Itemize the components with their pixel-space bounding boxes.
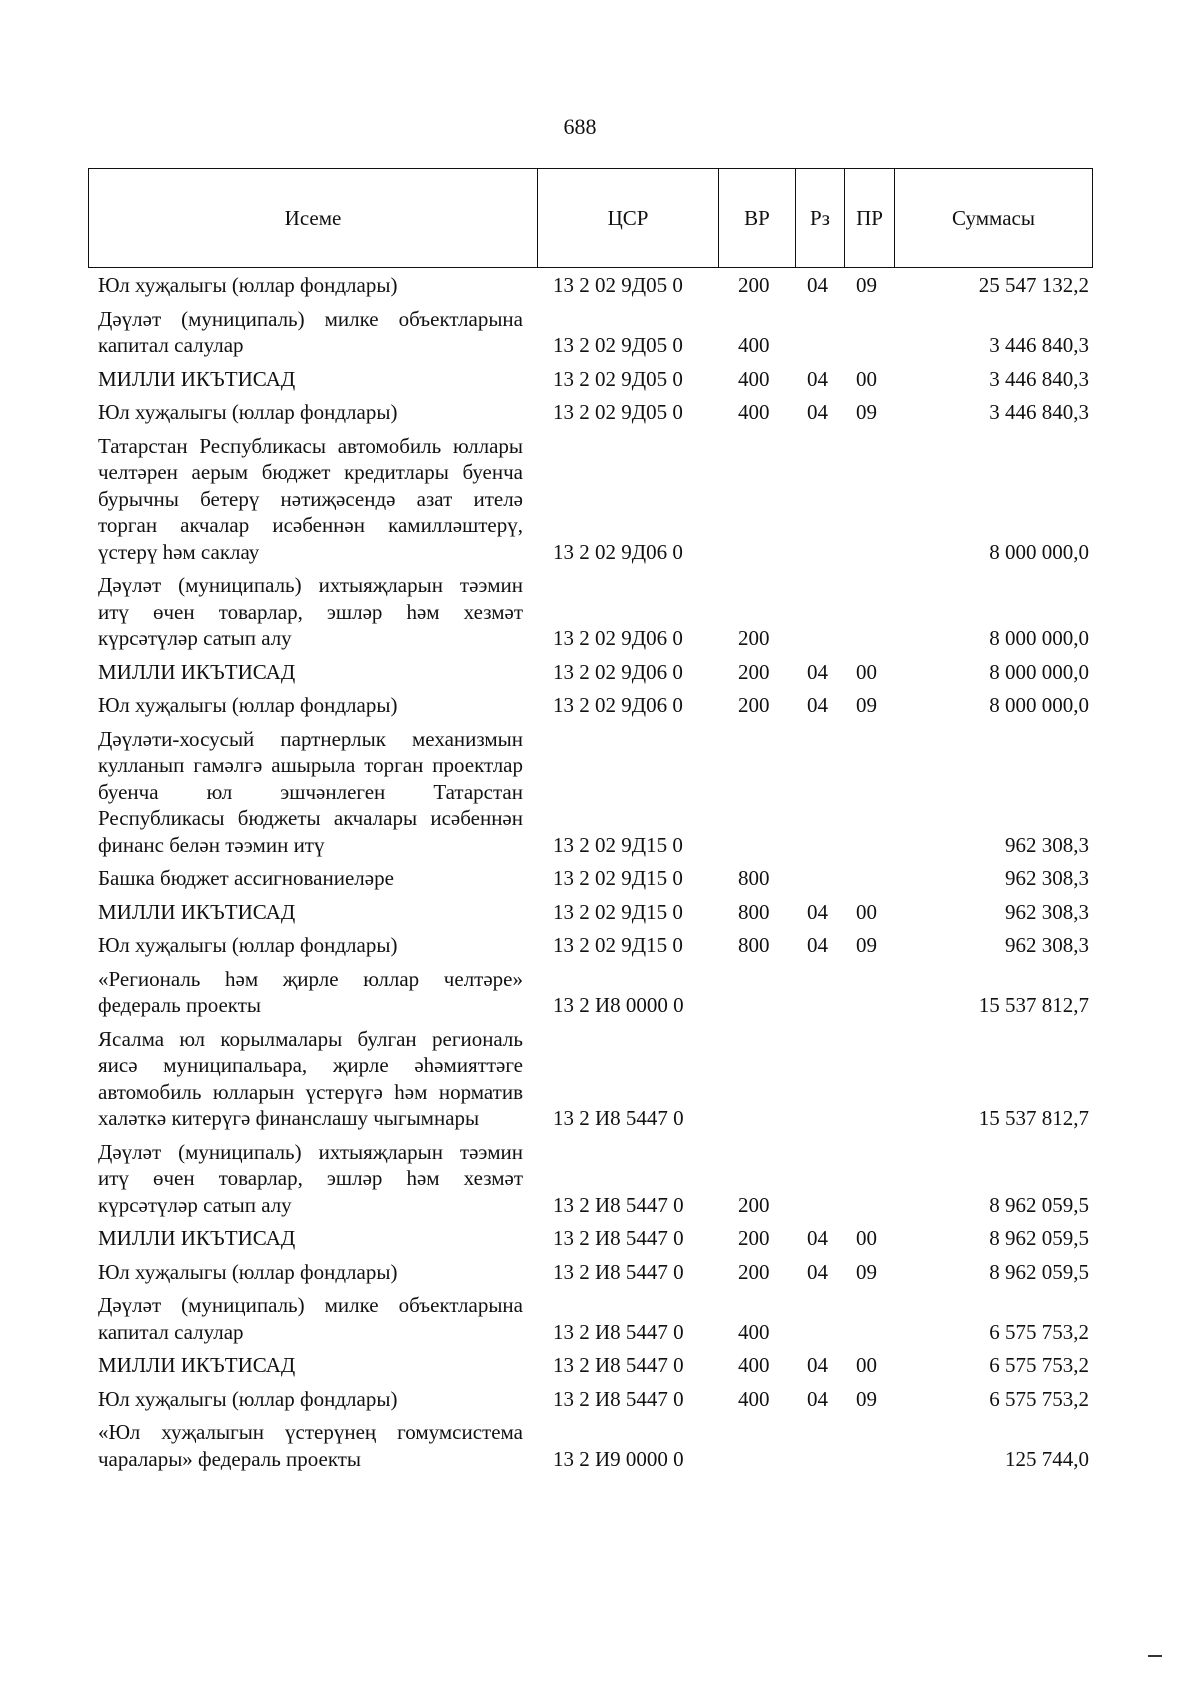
row-pr: 09: [856, 1259, 877, 1284]
row-name: Ясалма юл корылмалары булган региональ яисә муниципальара, җирле әһәмияттәге автомобиль юлларын үстерүгә һәм норматив халәткә китерүгә финанслашу чыгымнары: [98, 1026, 523, 1130]
table-header: [88, 168, 1093, 268]
row-rz: 04: [807, 1259, 828, 1284]
row-name: Юл хуҗалыгы (юллар фондлары): [98, 933, 398, 957]
row-sum: 6 575 753,2: [989, 1353, 1089, 1377]
row-sum: 8 962 059,5: [989, 1226, 1089, 1250]
table-body: [88, 272, 1093, 1479]
table-row: [88, 433, 1093, 566]
row-sum: 8 000 000,0: [989, 539, 1089, 564]
table-row: [88, 1419, 1093, 1472]
row-sum: 962 308,3: [1005, 832, 1089, 857]
row-sum: 6 575 753,2: [989, 1319, 1089, 1344]
row-pr: 00: [856, 1226, 877, 1250]
row-csr: 13 2 И8 5447 0: [553, 1259, 684, 1284]
row-vr: 200: [738, 273, 770, 297]
row-vr: 200: [738, 1226, 770, 1250]
row-vr: 400: [738, 1353, 770, 1377]
row-name: «Региональ һәм җирле юллар челтәре» федераль проекты: [98, 966, 523, 1017]
row-sum: 8 000 000,0: [989, 659, 1089, 684]
row-sum: 15 537 812,7: [978, 993, 1089, 1017]
row-csr: 13 2 02 9Д06 0: [553, 693, 683, 717]
row-name: МИЛЛИ ИКЪТИСАД: [98, 366, 296, 391]
row-rz: 04: [807, 1353, 828, 1377]
table-row: [88, 1259, 1093, 1286]
row-csr: 13 2 02 9Д15 0: [553, 866, 683, 890]
table-row: [88, 1026, 1093, 1132]
row-rz: 04: [807, 1386, 828, 1411]
row-sum: 15 537 812,7: [978, 1106, 1089, 1130]
row-csr: 13 2 И8 0000 0: [553, 993, 684, 1017]
row-rz: 04: [807, 659, 828, 684]
row-csr: 13 2 02 9Д06 0: [553, 539, 683, 564]
row-name: «Юл хуҗалыгын үстерүнең гомумсистема чаралары» федераль проекты: [98, 1420, 523, 1471]
row-csr: 13 2 И8 5447 0: [553, 1386, 684, 1411]
row-pr: 09: [856, 400, 877, 424]
row-rz: 04: [807, 366, 828, 391]
row-vr: 400: [738, 400, 770, 424]
row-rz: 04: [807, 1226, 828, 1250]
row-sum: 962 308,3: [1005, 899, 1089, 924]
row-pr: 00: [856, 659, 877, 684]
row-sum: 8 962 059,5: [989, 1192, 1089, 1217]
table-row: [88, 932, 1093, 959]
row-csr: 13 2 И8 5447 0: [553, 1192, 684, 1217]
row-csr: 13 2 02 9Д15 0: [553, 933, 683, 957]
table-row: [88, 899, 1093, 926]
row-name: Башка бюджет ассигнованиеләре: [98, 866, 394, 890]
table-row: [88, 1352, 1093, 1379]
table-row: [88, 659, 1093, 686]
row-csr: 13 2 02 9Д06 0: [553, 626, 683, 650]
row-name: Дәүләт (муниципаль) ихтыяҗларын тәэмин итү өчен товарлар, эшләр һәм хезмәт күрсәтүләр сатып алу: [98, 1139, 523, 1217]
row-name: Дәүләт (муниципаль) милке объектларына капитал салулар: [98, 306, 523, 357]
row-sum: 125 744,0: [1005, 1446, 1089, 1471]
header-rz: Рз: [796, 169, 845, 267]
table-row: [88, 1386, 1093, 1413]
row-name: Юл хуҗалыгы (юллар фондлары): [98, 273, 398, 297]
row-sum: 25 547 132,2: [978, 273, 1089, 297]
row-pr: 09: [856, 273, 877, 297]
row-rz: 04: [807, 899, 828, 924]
table-row: [88, 726, 1093, 859]
row-rz: 04: [807, 273, 828, 297]
row-csr: 13 2 И8 5447 0: [553, 1106, 684, 1130]
row-csr: 13 2 02 9Д05 0: [553, 400, 683, 424]
table-row: [88, 399, 1093, 426]
row-rz: 04: [807, 933, 828, 957]
row-name: Дәүләт (муниципаль) милке объектларына капитал салулар: [98, 1293, 523, 1344]
row-name: Юл хуҗалыгы (юллар фондлары): [98, 693, 398, 717]
header-vr: ВР: [719, 169, 796, 267]
row-csr: 13 2 02 9Д05 0: [553, 273, 683, 297]
row-sum: 3 446 840,3: [989, 366, 1089, 391]
row-csr: 13 2 02 9Д15 0: [553, 899, 683, 924]
row-sum: 8 962 059,5: [989, 1259, 1089, 1284]
row-rz: 04: [807, 400, 828, 424]
table-row: [88, 366, 1093, 393]
table-row: [88, 272, 1093, 299]
row-name: Юл хуҗалыгы (юллар фондлары): [98, 400, 398, 424]
row-vr: 200: [738, 626, 770, 650]
row-name: Татарстан Республикасы автомобиль юллары челтәрен аерым бюджет кредитлары буенча бурычны бетерү нәтиҗәсендә азат ителә торган акчалар исәбеннән камилләштерү, үстерү һәм саклау: [98, 433, 523, 564]
row-sum: 8 000 000,0: [989, 626, 1089, 650]
row-csr: 13 2 И8 5447 0: [553, 1226, 684, 1250]
row-vr: 800: [738, 899, 770, 924]
row-sum: 6 575 753,2: [989, 1386, 1089, 1411]
row-vr: 200: [738, 1259, 770, 1284]
row-name: Юл хуҗалыгы (юллар фондлары): [98, 1386, 398, 1411]
table-row: [88, 1292, 1093, 1345]
row-vr: 200: [738, 693, 770, 717]
row-name: МИЛЛИ ИКЪТИСАД: [98, 659, 296, 684]
row-sum: 8 000 000,0: [989, 693, 1089, 717]
row-vr: 400: [738, 333, 770, 357]
scan-mark: [1148, 1655, 1162, 1657]
row-name: Юл хуҗалыгы (юллар фондлары): [98, 1259, 398, 1284]
row-name: Дәүләти-хосусый партнерлык механизмын кулланып гамәлгә ашырыла торган проектлар буенча юл эшчәнлеген Татарстан Республикасы бюджеты акчалары исәбеннән финанс белән тәэмин итү: [98, 726, 523, 857]
table-row: [88, 306, 1093, 359]
header-csr: ЦСР: [538, 169, 719, 267]
row-vr: 200: [738, 659, 770, 684]
row-pr: 00: [856, 899, 877, 924]
row-vr: 800: [738, 933, 770, 957]
row-csr: 13 2 02 9Д05 0: [553, 366, 683, 391]
row-rz: 04: [807, 693, 828, 717]
table-row: [88, 966, 1093, 1019]
row-vr: 400: [738, 1386, 770, 1411]
row-csr: 13 2 02 9Д15 0: [553, 832, 683, 857]
row-name: МИЛЛИ ИКЪТИСАД: [98, 1226, 296, 1250]
row-csr: 13 2 02 9Д05 0: [553, 333, 683, 357]
table-row: [88, 1225, 1093, 1252]
page-number: 688: [563, 114, 597, 139]
row-name: МИЛЛИ ИКЪТИСАД: [98, 1353, 296, 1377]
row-csr: 13 2 И8 5447 0: [553, 1353, 684, 1377]
row-vr: 200: [738, 1192, 770, 1217]
row-sum: 962 308,3: [1005, 933, 1089, 957]
row-sum: 962 308,3: [1005, 866, 1089, 890]
row-pr: 09: [856, 933, 877, 957]
row-name: Дәүләт (муниципаль) ихтыяҗларын тәэмин итү өчен товарлар, эшләр һәм хезмәт күрсәтүләр сатып алу: [98, 573, 523, 650]
table-row: [88, 865, 1093, 892]
row-sum: 3 446 840,3: [989, 333, 1089, 357]
header-sum: Суммасы: [952, 205, 1035, 230]
row-name: МИЛЛИ ИКЪТИСАД: [98, 899, 296, 924]
header-name: Исеме: [89, 169, 538, 267]
table-row: [88, 692, 1093, 719]
row-csr: 13 2 И8 5447 0: [553, 1319, 684, 1344]
row-pr: 00: [856, 366, 877, 391]
row-vr: 800: [738, 866, 770, 890]
row-pr: 09: [856, 1386, 877, 1411]
row-vr: 400: [738, 366, 770, 391]
row-csr: 13 2 И9 0000 0: [553, 1446, 684, 1471]
row-sum: 3 446 840,3: [989, 400, 1089, 424]
row-csr: 13 2 02 9Д06 0: [553, 659, 683, 684]
row-vr: 400: [738, 1319, 770, 1344]
header-pr: ПР: [845, 169, 895, 267]
row-pr: 00: [856, 1353, 877, 1377]
row-pr: 09: [856, 693, 877, 717]
table-row: [88, 572, 1093, 652]
table-row: [88, 1139, 1093, 1219]
